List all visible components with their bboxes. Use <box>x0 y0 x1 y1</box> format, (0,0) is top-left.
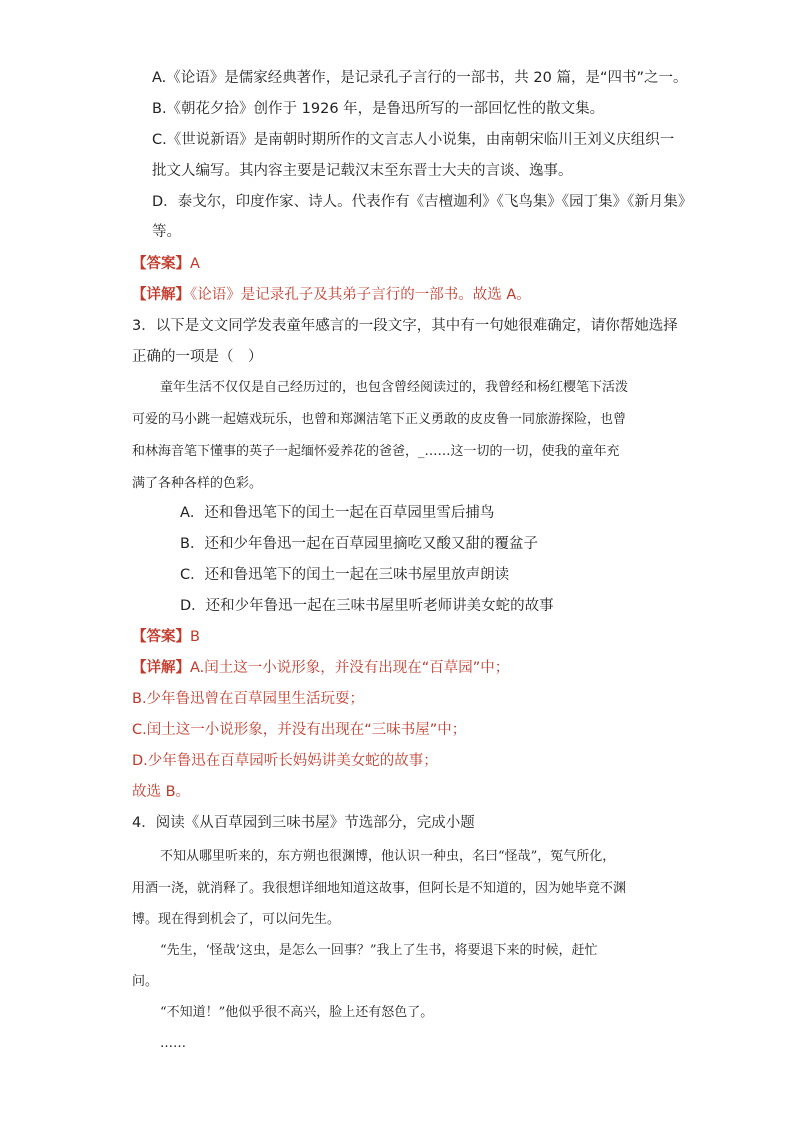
q3-option-d: D．还和少年鲁迅一起在三味书屋里听老师讲美女蛇的故事 <box>180 598 554 614</box>
detail-text: A.闰土这一小说形象，并没有出现在“百草园”中； <box>190 660 510 676</box>
q4-passage-line: 博。现在得到机会了，可以问先生。 <box>132 912 341 927</box>
q3-passage-line: 童年生活不仅仅是自己经历过的，也包含曾经阅读过的，我曾经和杨红樱笔下活泼 <box>160 380 629 395</box>
q3-option-a: A．还和鲁迅笔下的闰土一起在百草园里雪后捕鸟 <box>180 505 495 521</box>
q4-passage-ellipsis: …… <box>160 1036 186 1051</box>
detail-label: 【详解】 <box>132 660 190 676</box>
q4-passage-line: 不知从哪里听来的，东方朔也很渊博，他认识一种虫，名曰“怪哉”，冤气所化， <box>160 849 616 864</box>
q4-passage-line: 问。 <box>132 974 159 989</box>
q4-passage-line: “先生，‘怪哉’这虫，是怎么一回事？”我上了生书，将要退下来的时候，赶忙 <box>160 943 598 958</box>
answer-value: A <box>190 256 200 272</box>
answer-label: 【答案】 <box>132 256 190 272</box>
q2-answer <box>132 254 200 274</box>
q3-option-c: C．还和鲁迅笔下的闰土一起在三味书屋里放声朗读 <box>180 567 510 583</box>
q3-stem-cont: 正确的一项是（ ） <box>132 349 263 365</box>
q2-detail <box>132 285 531 305</box>
q4-passage-line: 用酒一浇，就消释了。我很想详细地知道这故事，但阿长是不知道的，因为她毕竟不渊 <box>132 881 627 896</box>
q2-option-b: B.《朝花夕拾》创作于 1926 年，是鲁迅所写的一部回忆性的散文集。 <box>152 101 605 117</box>
q2-option-d-cont: 等。 <box>152 224 181 240</box>
q3-stem: 3．以下是文文同学发表童年感言的一段文字，其中有一句她很难确定，请你帮她选择 <box>132 318 678 334</box>
answer-label: 【答案】 <box>132 629 190 645</box>
q2-option-d: D．泰戈尔，印度作家、诗人。代表作有《吉檀迦利》《飞鸟集》《园丁集》《新月集》 <box>152 194 693 210</box>
detail-label: 【详解】 <box>132 287 190 303</box>
q3-detail-line: D.少年鲁迅在百草园听长妈妈讲美女蛇的故事； <box>132 753 438 769</box>
q3-option-b: B．还和少年鲁迅一起在百草园里摘吃又酸又甜的覆盆子 <box>180 536 538 552</box>
q2-option-c-cont: 批文人编写。其内容主要是记载汉末至东晋士大夫的言谈、逸事。 <box>152 163 573 179</box>
q3-detail <box>132 658 509 678</box>
q3-passage-line: 满了各种各样的色彩。 <box>132 476 263 491</box>
answer-value: B <box>190 629 200 645</box>
q3-detail-line: 故选 B。 <box>132 784 191 800</box>
q4-passage-line: “不知道！”他似乎很不高兴，脸上还有怒色了。 <box>160 1005 434 1020</box>
detail-text: 《论语》是记录孔子及其弟子言行的一部书。故选 A。 <box>190 287 531 303</box>
q4-stem: 4．阅读《从百草园到三味书屋》节选部分，完成小题 <box>132 815 475 831</box>
q3-passage-line: 和林海音笔下懂事的英子一起缅怀爱养花的爸爸，_……这一切的一切，使我的童年充 <box>132 444 620 459</box>
q3-passage-line: 可爱的马小跳一起嬉戏玩乐，也曾和郑渊洁笔下正义勇敢的皮皮鲁一同旅游探险，也曾 <box>132 412 627 427</box>
q2-option-a: A.《论语》是儒家经典著作，是记录孔子言行的一部书，共 20 篇，是“四书”之一。 <box>152 70 688 86</box>
q2-option-c: C.《世说新语》是南朝时期所作的文言志人小说集，由南朝宋临川王刘义庆组织一 <box>152 132 675 148</box>
q3-answer <box>132 627 200 647</box>
q3-detail-line: C.闰土这一小说形象，并没有出现在“三味书屋”中； <box>132 722 467 738</box>
q3-detail-line: B.少年鲁迅曾在百草园里生活玩耍； <box>132 691 365 707</box>
